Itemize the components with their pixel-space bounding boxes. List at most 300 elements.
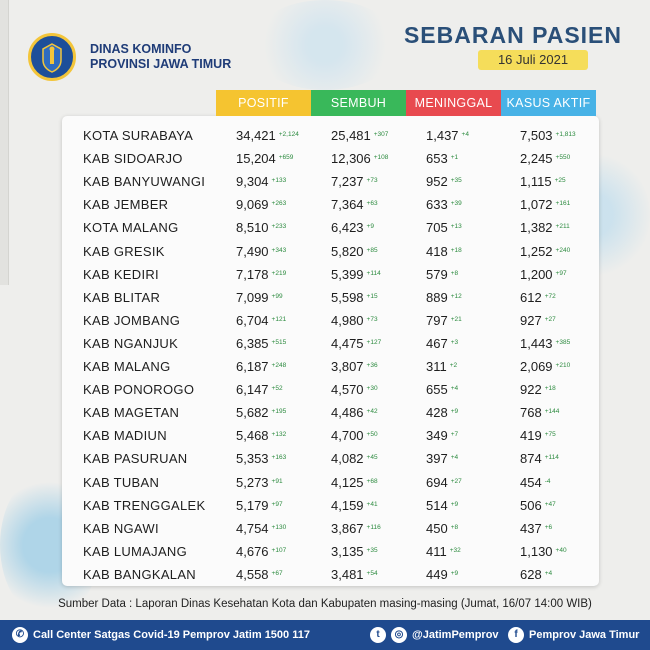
positif-cell [236, 336, 286, 351]
positif-increase: +130 [271, 523, 287, 531]
aktif-increase: +1,813 [555, 131, 576, 138]
table-row [0, 124, 650, 146]
aktif-value: 419 [520, 428, 542, 444]
meninggal-cell [426, 428, 458, 443]
aktif-increase: +47 [544, 500, 556, 508]
region-name: KAB NGAWI [83, 520, 159, 536]
sembuh-cell [331, 498, 378, 513]
meninggal-value: 349 [426, 428, 448, 444]
meninggal-cell [426, 313, 462, 328]
aktif-increase: +40 [555, 546, 567, 554]
meninggal-value: 311 [426, 359, 447, 374]
region-name: KAB SIDOARJO [83, 151, 183, 167]
sembuh-value: 7,237 [331, 174, 364, 190]
positif-value: 5,682 [236, 405, 269, 421]
column-header-aktif: KASUS AKTIF [501, 90, 596, 116]
meninggal-cell [426, 174, 462, 189]
positif-cell [236, 498, 283, 513]
positif-cell [236, 521, 286, 536]
table-row [0, 563, 650, 585]
sembuh-increase: +73 [366, 177, 378, 185]
table-row [0, 540, 650, 562]
positif-value: 7,490 [236, 243, 269, 259]
positif-value: 5,179 [236, 497, 269, 513]
sembuh-value: 3,807 [331, 359, 364, 374]
positif-cell [236, 290, 283, 305]
aktif-value: 922 [520, 382, 542, 398]
meninggal-cell [426, 382, 458, 397]
positif-cell [236, 174, 286, 189]
positif-value: 9,304 [236, 174, 269, 190]
aktif-increase: +4 [544, 569, 553, 577]
positif-value: 7,178 [236, 266, 269, 282]
positif-increase: +99 [271, 292, 283, 300]
positif-value: 8,510 [236, 220, 269, 236]
table-row [0, 378, 650, 400]
aktif-cell [520, 521, 552, 536]
footer-bar [0, 620, 650, 650]
phone-icon: ✆ [12, 627, 28, 643]
positif-increase: +248 [271, 362, 287, 369]
meninggal-increase: +4 [450, 385, 459, 393]
aktif-increase: +114 [544, 454, 559, 462]
aktif-cell [520, 220, 570, 235]
aktif-value: 1,252 [520, 243, 553, 259]
source-note: Sumber Data : Laporan Dinas Kesehatan Kota dan Kabupaten masing-masing (Jumat, 16/07 14:00 WIB) [58, 598, 592, 610]
positif-cell [236, 359, 286, 374]
aktif-value: 454 [520, 474, 542, 490]
meninggal-increase: +39 [450, 200, 462, 208]
meninggal-value: 889 [426, 289, 448, 305]
sembuh-increase: +45 [366, 454, 378, 462]
sembuh-increase: +73 [366, 315, 378, 323]
meninggal-increase: +4 [450, 454, 459, 462]
sembuh-value: 5,820 [331, 243, 364, 259]
table-row [0, 309, 650, 331]
meninggal-increase: +9 [450, 408, 459, 416]
meninggal-cell [426, 567, 458, 582]
meninggal-increase: +4 [461, 131, 469, 138]
table-row [0, 355, 650, 377]
meninggal-increase: +35 [450, 177, 462, 185]
sembuh-increase: +127 [366, 338, 382, 346]
positif-cell [236, 313, 286, 328]
instagram-icon: ◎ [391, 627, 407, 643]
aktif-value: 768 [520, 405, 542, 421]
sembuh-value: 6,423 [331, 220, 364, 236]
region-name: KAB MALANG [83, 359, 171, 374]
org-line-1: DINAS KOMINFO [90, 42, 192, 56]
meninggal-value: 449 [426, 566, 448, 582]
sembuh-cell [331, 336, 381, 351]
meninggal-cell [426, 475, 462, 490]
aktif-cell [520, 244, 570, 259]
sembuh-value: 4,125 [331, 474, 364, 490]
sembuh-value: 4,486 [331, 405, 364, 421]
meninggal-cell [426, 405, 458, 420]
table-row [0, 216, 650, 238]
positif-increase: +121 [271, 315, 287, 323]
meninggal-cell [426, 521, 458, 536]
page-title: SEBARAN PASIEN [403, 22, 622, 48]
aktif-cell [520, 290, 556, 305]
aktif-increase: +27 [544, 315, 556, 323]
aktif-value: 2,245 [520, 151, 553, 167]
region-name: KAB GRESIK [83, 243, 165, 259]
table-row [0, 471, 650, 493]
meninggal-value: 705 [426, 220, 448, 236]
positif-value: 6,187 [236, 359, 269, 374]
aktif-increase: +75 [544, 431, 556, 439]
column-header-positif: POSITIF [216, 90, 311, 116]
sembuh-increase: +63 [366, 200, 378, 208]
sembuh-increase: +54 [366, 569, 378, 577]
aktif-value: 1,072 [520, 197, 553, 213]
meninggal-value: 579 [426, 266, 448, 282]
aktif-value: 506 [520, 497, 542, 513]
table-row [0, 147, 650, 169]
positif-cell [236, 451, 286, 466]
sembuh-cell [331, 544, 378, 559]
aktif-cell [520, 197, 570, 212]
positif-value: 5,273 [236, 474, 269, 490]
sembuh-increase: +68 [366, 477, 378, 485]
sembuh-value: 3,135 [331, 543, 364, 559]
positif-value: 34,421 [236, 128, 276, 143]
sembuh-cell [331, 128, 388, 143]
aktif-cell [520, 359, 570, 374]
aktif-value: 1,115 [520, 174, 552, 190]
aktif-value: 612 [520, 289, 542, 305]
sembuh-cell [331, 428, 378, 443]
positif-cell [236, 244, 286, 259]
twitter-handle: @JatimPemprov [412, 629, 499, 641]
sembuh-value: 4,700 [331, 428, 364, 444]
sembuh-cell [331, 521, 381, 536]
sembuh-increase: +9 [366, 223, 374, 231]
table-row [0, 193, 650, 215]
region-name: KAB JOMBANG [83, 312, 181, 328]
sembuh-increase: +35 [366, 546, 378, 554]
region-name: KAB LUMAJANG [83, 543, 188, 559]
facebook-icon: f [508, 627, 524, 643]
positif-increase: +659 [278, 154, 294, 162]
meninggal-cell [426, 359, 457, 374]
positif-value: 4,676 [236, 543, 269, 559]
positif-value: 4,558 [236, 566, 269, 582]
region-name: KAB JEMBER [83, 197, 169, 213]
positif-value: 15,204 [236, 151, 276, 167]
aktif-increase: +211 [555, 223, 570, 231]
social-facebook[interactable] [508, 620, 639, 650]
meninggal-increase: +9 [450, 569, 459, 577]
aktif-increase: +210 [555, 362, 571, 369]
aktif-increase: +97 [555, 269, 567, 277]
aktif-value: 2,069 [520, 359, 553, 374]
table-row [0, 494, 650, 516]
region-name: KAB MADIUN [83, 428, 167, 444]
table-row [0, 240, 650, 262]
table-row [0, 170, 650, 192]
meninggal-value: 411 [426, 543, 447, 559]
call-center [12, 620, 310, 650]
meninggal-cell [426, 451, 458, 466]
social-twitter[interactable] [370, 620, 499, 650]
positif-cell [236, 382, 283, 397]
aktif-cell [520, 128, 576, 143]
sembuh-increase: +114 [366, 269, 381, 277]
sembuh-value: 4,980 [331, 312, 364, 328]
sembuh-cell [331, 475, 378, 490]
sembuh-value: 4,159 [331, 497, 364, 513]
positif-increase: +219 [271, 269, 287, 277]
sembuh-cell [331, 290, 378, 305]
meninggal-cell [426, 151, 458, 166]
facebook-name: Pemprov Jawa Timur [529, 629, 640, 641]
aktif-cell [520, 336, 570, 351]
positif-cell [236, 220, 286, 235]
aktif-value: 628 [520, 566, 542, 582]
positif-increase: +343 [271, 246, 287, 254]
positif-cell [236, 128, 299, 143]
meninggal-cell [426, 336, 458, 351]
organization-name [90, 42, 231, 72]
positif-increase: +163 [271, 454, 287, 462]
meninggal-cell [426, 267, 458, 282]
sembuh-cell [331, 244, 378, 259]
region-name: KAB TRENGGALEK [83, 497, 206, 513]
sembuh-cell [331, 174, 378, 189]
meninggal-increase: +13 [450, 223, 462, 231]
sembuh-cell [331, 151, 388, 166]
positif-increase: +233 [271, 223, 287, 231]
aktif-cell [520, 475, 550, 490]
meninggal-increase: +27 [450, 477, 462, 485]
aktif-cell [520, 174, 566, 189]
positif-increase: +107 [271, 546, 287, 554]
date-badge: 16 Juli 2021 [478, 50, 588, 70]
positif-increase: +67 [271, 569, 283, 577]
table-row [0, 517, 650, 539]
sembuh-value: 5,399 [331, 266, 364, 282]
aktif-cell [520, 498, 556, 513]
positif-value: 5,353 [236, 451, 269, 467]
region-name: KOTA SURABAYA [83, 128, 194, 143]
sembuh-increase: +41 [366, 500, 378, 508]
sembuh-cell [331, 267, 381, 282]
meninggal-increase: +1 [450, 154, 459, 162]
sembuh-cell [331, 313, 378, 328]
aktif-increase: +6 [544, 523, 553, 531]
sembuh-value: 7,364 [331, 197, 364, 213]
sembuh-cell [331, 197, 378, 212]
meninggal-increase: +12 [450, 292, 462, 300]
meninggal-value: 514 [426, 497, 448, 513]
meninggal-increase: +3 [450, 338, 459, 346]
jatim-logo [28, 33, 76, 81]
region-name: KAB BANYUWANGI [83, 174, 206, 190]
meninggal-cell [426, 128, 469, 143]
aktif-cell [520, 151, 570, 166]
sembuh-value: 3,867 [331, 520, 364, 536]
sembuh-increase: +116 [366, 523, 381, 531]
aktif-value: 437 [520, 520, 542, 536]
sembuh-value: 4,475 [331, 335, 364, 351]
region-name: KAB TUBAN [83, 474, 160, 490]
meninggal-cell [426, 290, 462, 305]
positif-increase: +195 [271, 408, 287, 416]
positif-value: 6,704 [236, 312, 269, 328]
table-row [0, 447, 650, 469]
meninggal-increase: +21 [450, 315, 462, 323]
meninggal-value: 467 [426, 335, 448, 351]
positif-value: 7,099 [236, 289, 269, 305]
aktif-value: 1,382 [520, 220, 553, 236]
aktif-increase: +385 [555, 338, 571, 346]
sembuh-value: 12,306 [331, 151, 371, 167]
sembuh-increase: +42 [366, 408, 378, 416]
meninggal-increase: +8 [450, 269, 459, 277]
column-header-meninggal: MENINGGAL [406, 90, 501, 116]
sembuh-cell [331, 359, 378, 374]
sembuh-value: 4,082 [331, 451, 364, 467]
region-name: KAB BLITAR [83, 289, 161, 305]
aktif-increase: +240 [555, 246, 571, 254]
aktif-increase: +72 [544, 292, 556, 300]
positif-cell [236, 197, 286, 212]
aktif-increase: -4 [544, 477, 551, 485]
positif-value: 6,385 [236, 335, 269, 351]
aktif-cell [520, 313, 556, 328]
aktif-cell [520, 267, 567, 282]
aktif-cell [520, 382, 556, 397]
meninggal-cell [426, 197, 462, 212]
sembuh-cell [331, 220, 374, 235]
sembuh-cell [331, 382, 378, 397]
meninggal-value: 797 [426, 312, 448, 328]
positif-increase: +132 [271, 431, 287, 439]
table-row [0, 286, 650, 308]
aktif-value: 874 [520, 451, 542, 467]
aktif-increase: +18 [544, 385, 556, 393]
sembuh-cell [331, 405, 378, 420]
positif-cell [236, 475, 283, 490]
table-row [0, 424, 650, 446]
positif-cell [236, 405, 286, 420]
meninggal-cell [426, 498, 458, 513]
positif-increase: +52 [271, 385, 283, 393]
aktif-value: 7,503 [520, 128, 553, 143]
meninggal-value: 1,437 [426, 128, 459, 143]
meninggal-increase: +18 [450, 246, 462, 254]
meninggal-value: 633 [426, 197, 448, 213]
aktif-cell [520, 544, 567, 559]
call-center-text: Call Center Satgas Covid-19 Pemprov Jatim 1500 117 [33, 629, 310, 641]
positif-value: 4,754 [236, 520, 269, 536]
meninggal-cell [426, 544, 461, 559]
meninggal-value: 418 [426, 243, 448, 259]
meninggal-increase: +32 [449, 546, 461, 554]
sembuh-value: 25,481 [331, 128, 371, 143]
aktif-increase: +161 [555, 200, 571, 208]
positif-increase: +133 [271, 177, 287, 185]
region-name: KOTA MALANG [83, 220, 179, 236]
meninggal-value: 655 [426, 382, 448, 398]
sembuh-increase: +30 [366, 385, 378, 393]
aktif-value: 927 [520, 312, 542, 328]
positif-cell [236, 151, 293, 166]
aktif-increase: +144 [544, 408, 560, 416]
sembuh-increase: +85 [366, 246, 378, 254]
meninggal-increase: +9 [450, 500, 459, 508]
meninggal-value: 694 [426, 474, 448, 490]
meninggal-value: 952 [426, 174, 448, 190]
aktif-cell [520, 567, 552, 582]
meninggal-increase: +7 [450, 431, 459, 439]
positif-increase: +2,124 [278, 131, 299, 138]
meninggal-value: 653 [426, 151, 448, 167]
sembuh-increase: +15 [366, 292, 378, 300]
meninggal-value: 450 [426, 520, 448, 536]
aktif-increase: +550 [555, 154, 571, 162]
positif-cell [236, 267, 286, 282]
aktif-cell [520, 405, 559, 420]
positif-increase: +515 [271, 338, 287, 346]
positif-cell [236, 567, 283, 582]
sembuh-cell [331, 567, 378, 582]
positif-increase: +263 [271, 200, 287, 208]
meninggal-increase: +8 [450, 523, 459, 531]
meninggal-value: 397 [426, 451, 448, 467]
region-name: KAB MAGETAN [83, 405, 180, 421]
region-name: KAB NGANJUK [83, 335, 179, 351]
twitter-icon: t [370, 627, 386, 643]
positif-cell [236, 544, 286, 559]
meninggal-cell [426, 220, 462, 235]
meninggal-value: 428 [426, 405, 448, 421]
meninggal-increase: +2 [449, 362, 458, 369]
region-name: KAB BANGKALAN [83, 566, 196, 582]
org-line-2: PROVINSI JAWA TIMUR [90, 57, 232, 71]
column-header-sembuh: SEMBUH [311, 90, 406, 116]
aktif-value: 1,200 [520, 266, 553, 282]
region-name: KAB KEDIRI [83, 266, 159, 282]
region-name: KAB PASURUAN [83, 451, 188, 467]
sembuh-cell [331, 451, 378, 466]
sembuh-value: 4,570 [331, 382, 364, 398]
positif-value: 5,468 [236, 428, 269, 444]
table-row [0, 332, 650, 354]
aktif-value: 1,130 [520, 543, 553, 559]
positif-value: 6,147 [236, 382, 269, 398]
table-row [0, 263, 650, 285]
positif-cell [236, 428, 286, 443]
aktif-value: 1,443 [520, 335, 553, 351]
aktif-increase: +25 [554, 177, 566, 185]
aktif-cell [520, 428, 556, 443]
meninggal-cell [426, 244, 462, 259]
positif-increase: +97 [271, 500, 283, 508]
region-name: KAB PONOROGO [83, 382, 195, 398]
sembuh-value: 3,481 [331, 566, 364, 582]
sembuh-increase: +50 [366, 431, 378, 439]
table-row [0, 401, 650, 423]
sembuh-increase: +108 [373, 154, 389, 162]
positif-increase: +91 [271, 477, 283, 485]
positif-value: 9,069 [236, 197, 269, 213]
sembuh-increase: +307 [373, 131, 389, 138]
sembuh-value: 5,598 [331, 289, 364, 305]
